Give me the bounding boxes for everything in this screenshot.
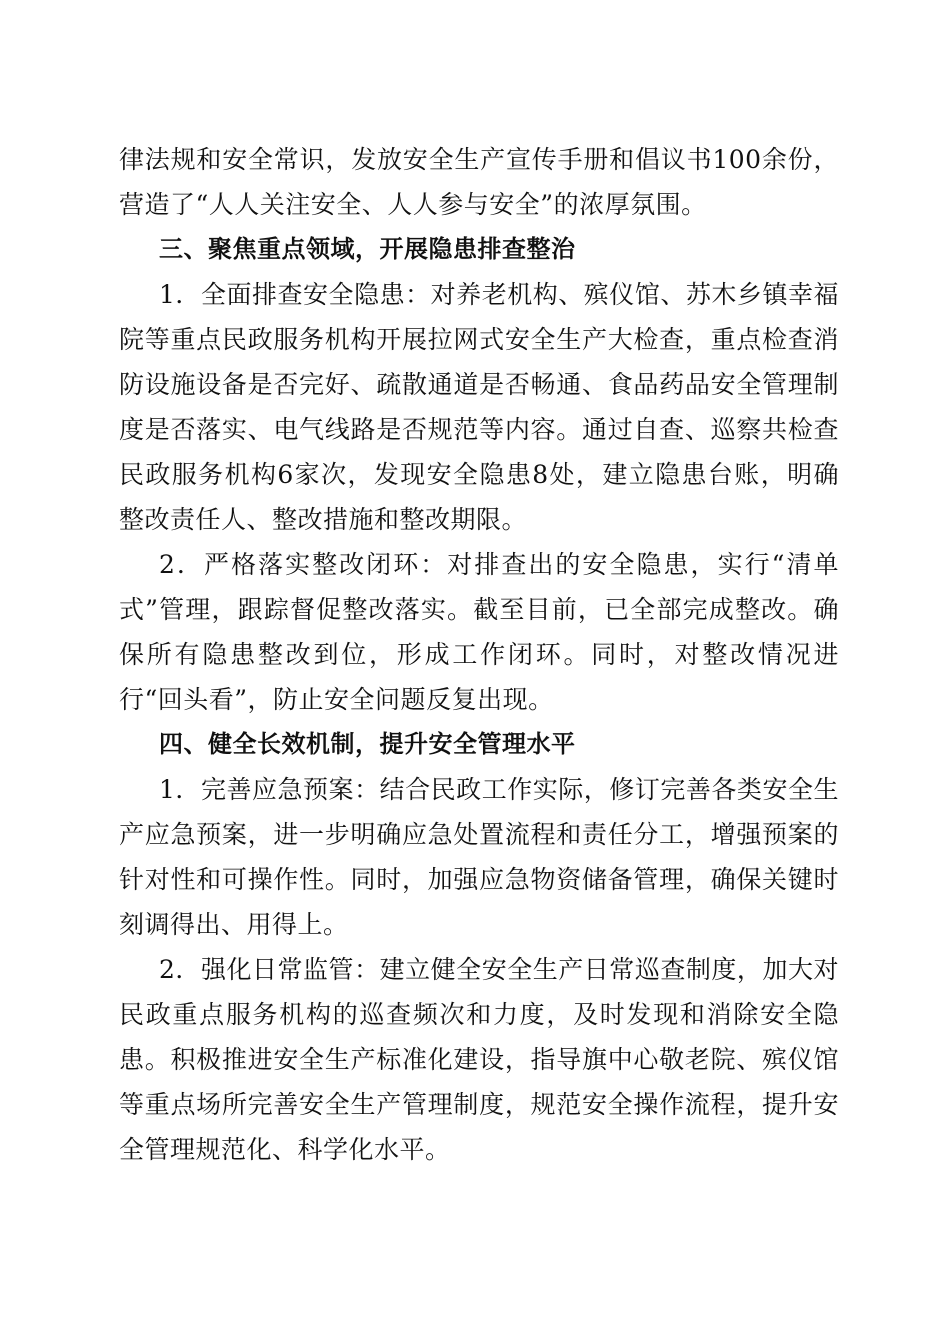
paragraph-section-4-item-1: 1．完善应急预案：结合民政工作实际，修订完善各类安全生产应急预案，进一步明确应急处置流程和责任分工，增强预案的针对性和可操作性。同时，加强应急物资储备管理，确保关键时刻调得出、用得上。 <box>119 775 839 939</box>
paragraph-section-4-item-2: 2．强化日常监管：建立健全安全生产日常巡查制度，加大对民政重点服务机构的巡查频次和力度，及时发现和消除安全隐患。积极推进安全生产标准化建设，指导旗中心敬老院、殡仪馆等重点场所完善安全生产管理制度，规范安全操作流程，提升安全管理规范化、科学化水平。 <box>119 955 839 1164</box>
paragraph-intro-continuation: 律法规和安全常识，发放安全生产宣传手册和倡议书100余份，营造了“人人关注安全、人人参与安全”的浓厚氛围。 <box>119 145 839 219</box>
paragraph-section-3-item-1: 1．全面排查安全隐患：对养老机构、殡仪馆、苏木乡镇幸福院等重点民政服务机构开展拉网式安全生产大检查，重点检查消防设施设备是否完好、疏散通道是否畅通、食品药品安全管理制度是否落实、电气线路是否规范等内容。通过自查、巡察共检查民政服务机构6家次，发现安全隐患8处，建立隐患台账，明确整改责任人、整改措施和整改期限。 <box>119 280 839 534</box>
section-3-heading: 三、聚焦重点领域，开展隐患排查整治 <box>159 235 576 263</box>
section-4-heading: 四、健全长效机制，提升安全管理水平 <box>159 730 576 758</box>
paragraph-section-3-item-2: 2．严格落实整改闭环：对排查出的安全隐患，实行“清单式”管理，跟踪督促整改落实。截至目前，已全部完成整改。确保所有隐患整改到位，形成工作闭环。同时，对整改情况进行“回头看”，防止安全问题反复出现。 <box>119 550 839 714</box>
document-body <box>119 137 839 1172</box>
